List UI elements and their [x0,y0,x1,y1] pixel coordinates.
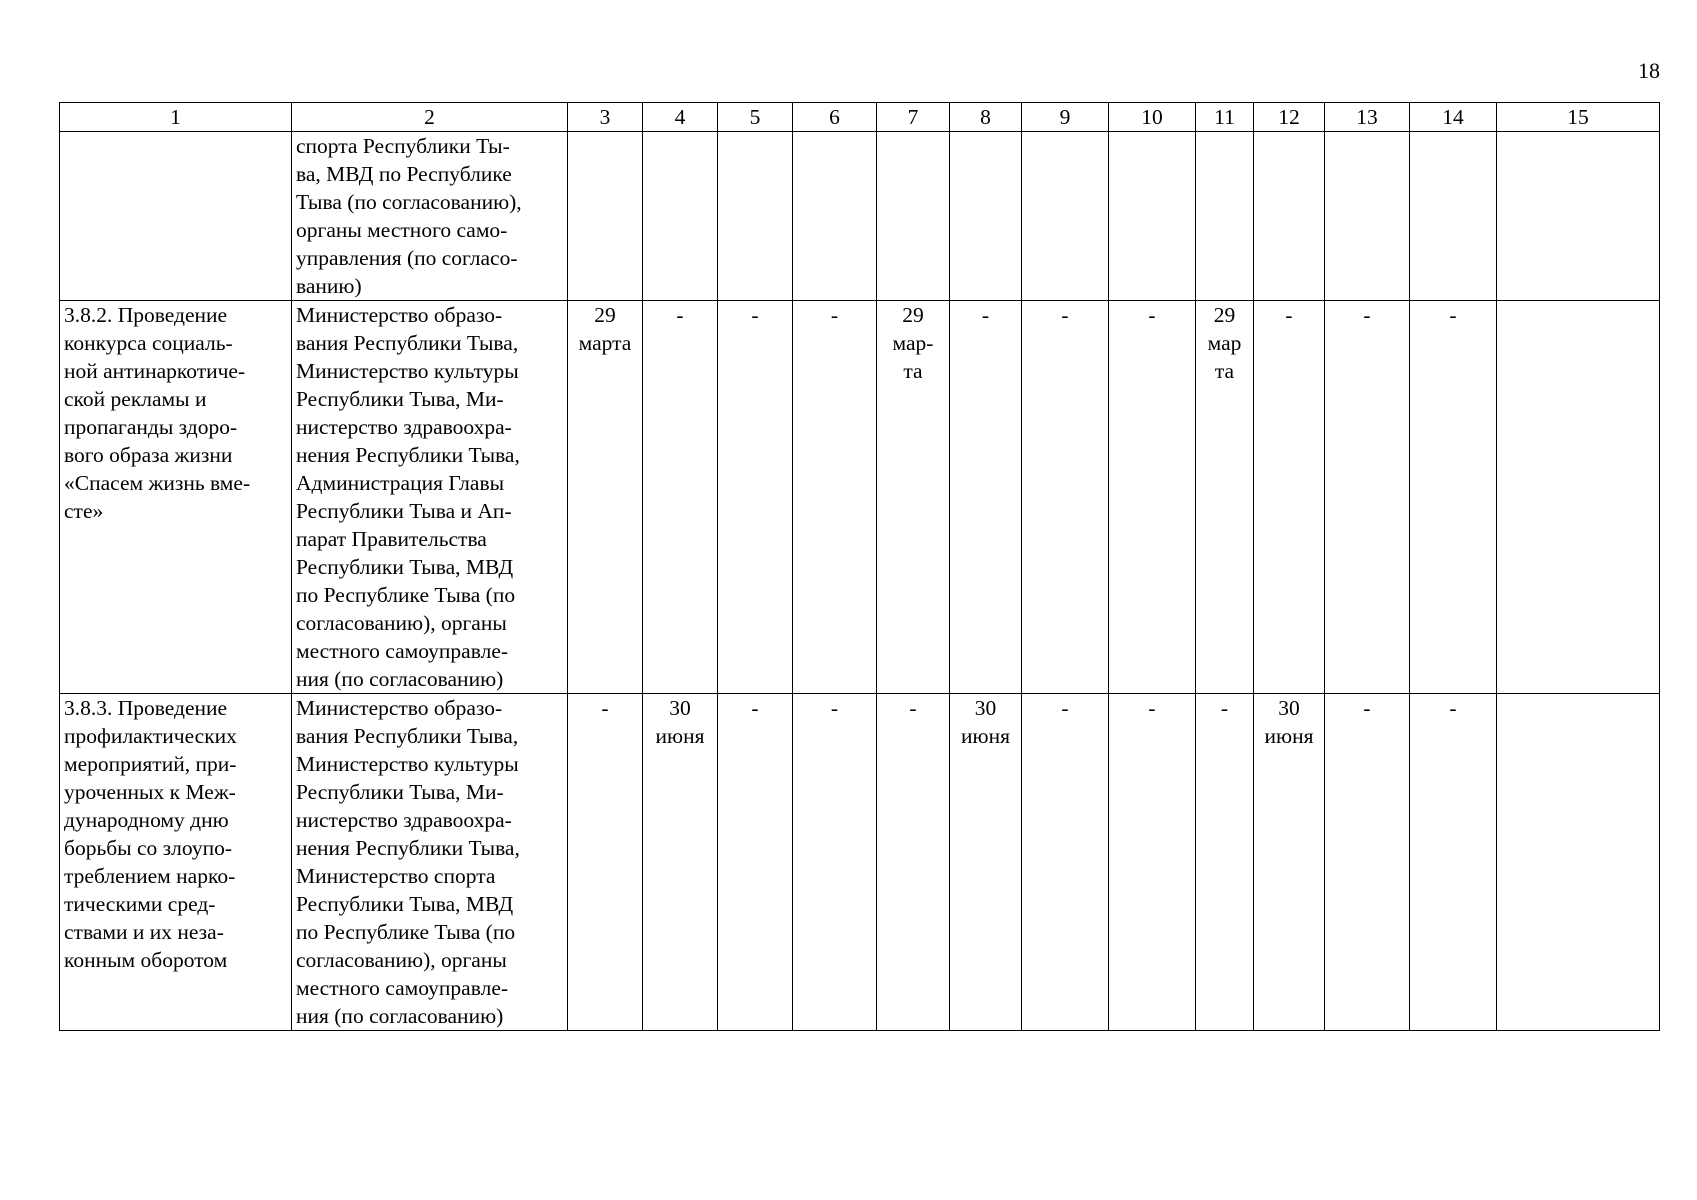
date-cell-line: - [1061,696,1069,720]
date-cell [1109,694,1196,1031]
executors-cell-line: нистерство здравоохра- [296,808,512,832]
date-cell [1254,132,1325,301]
date-cell [643,694,718,1031]
date-cell-line: июня [1264,724,1314,748]
executors-cell-line: ния (по согласованию) [296,667,504,691]
executors-cell-line: ванию) [296,274,362,298]
date-cell [1196,694,1254,1031]
date-cell-line: мар [1207,331,1242,355]
date-cell [877,301,950,694]
header-cell: 1 [60,103,292,132]
header-cell: 10 [1109,103,1196,132]
date-cell [1325,301,1410,694]
activity-cell-line: конным оборотом [64,948,228,972]
header-cell: 15 [1497,103,1660,132]
activity-cell [60,301,292,694]
date-cell [793,132,877,301]
date-cell-line: - [1363,303,1371,327]
date-cell-line: - [1363,696,1371,720]
executors-cell-line: по Республике Тыва (по [296,583,516,607]
date-cell [1497,301,1660,694]
date-cell-line: - [830,696,839,720]
executors-cell-line: Министерство культуры [296,752,519,776]
activity-cell [60,132,292,301]
executors-cell-line: ва, МВД по Республике [296,162,512,186]
executors-cell-line: Тыва (по согласованию), [296,190,522,214]
executors-cell-line: Министерство спорта [296,864,496,888]
executors-cell-line: по Республике Тыва (по [296,920,516,944]
activity-cell-line: конкурса социаль- [64,331,233,355]
date-cell-line: 29 [1213,303,1236,327]
date-cell-line: та [1214,359,1235,383]
activity-cell-line: треблением нарко- [64,864,236,888]
activity-cell-line: вого образа жизни [64,443,233,467]
executors-cell-line: вания Республики Тыва, [296,331,519,355]
date-cell [1196,301,1254,694]
date-cell [718,132,793,301]
executors-cell-line: местного самоуправле- [296,639,509,663]
date-cell-line: - [751,303,759,327]
table-body [60,132,1660,1031]
executors-cell-line: парат Правительства [296,527,487,551]
date-cell-line: - [1449,303,1457,327]
header-row [60,103,1660,132]
header-cell: 8 [950,103,1022,132]
header-cell: 13 [1325,103,1410,132]
header-cell: 14 [1410,103,1497,132]
date-cell-line: марта [578,331,632,355]
date-cell-line: - [1061,303,1069,327]
executors-cell-line: органы местного само- [296,218,508,242]
date-cell-line: июня [961,724,1010,748]
date-cell-line: 30 [974,696,997,720]
activity-cell-line: пропаганды здоро- [64,415,238,439]
executors-cell-line: нистерство здравоохра- [296,415,512,439]
date-cell-line: 29 [902,303,924,327]
executors-cell-line: ния (по согласованию) [296,1004,504,1028]
date-cell [1196,132,1254,301]
date-cell [1497,694,1660,1031]
date-cell [1022,132,1109,301]
activity-cell-line: мероприятий, при- [64,752,237,776]
header-cell: 4 [643,103,718,132]
date-cell-line: - [909,696,917,720]
date-cell [1022,301,1109,694]
date-cell [1022,694,1109,1031]
header-cell: 9 [1022,103,1109,132]
header-cell: 2 [292,103,568,132]
date-cell [1254,301,1325,694]
date-cell-line: - [1148,303,1156,327]
executors-cell-line: Министерство образо- [296,696,503,720]
executors-cell-line: управления (по согласо- [296,246,518,270]
executors-cell-line: вания Республики Тыва, [296,724,519,748]
date-cell-line: - [830,303,839,327]
date-cell [568,301,643,694]
table-row [60,132,1660,301]
date-cell [1410,301,1497,694]
executors-cell-line: Республики Тыва, Ми- [296,387,504,411]
header-cell: 12 [1254,103,1325,132]
date-cell-line: та [903,359,923,383]
activity-cell-line: 3.8.3. Проведение [64,696,228,720]
date-cell [1410,694,1497,1031]
date-cell [793,301,877,694]
date-cell [1325,132,1410,301]
date-cell-line: июня [655,724,705,748]
activity-cell-line: тическими сред- [64,892,216,916]
date-cell [643,301,718,694]
header-cell: 11 [1196,103,1254,132]
date-cell-line: - [1285,303,1293,327]
executors-cell-line: согласованию), органы [296,948,507,972]
date-cell [950,301,1022,694]
date-cell [568,132,643,301]
date-cell-line: - [1449,696,1457,720]
date-cell [950,132,1022,301]
executors-cell-line: нения Республики Тыва, [296,836,520,860]
date-cell [1109,301,1196,694]
date-cell [1497,132,1660,301]
executors-cell-line: Республики Тыва и Ап- [296,499,512,523]
activity-cell-line: «Спасем жизнь вме- [64,471,251,495]
date-cell [950,694,1022,1031]
activity-cell-line: ской рекламы и [64,387,207,411]
date-cell [1109,132,1196,301]
activity-cell-line: борьбы со злоупо- [64,836,232,860]
date-cell [1325,694,1410,1031]
executors-cell-line: Республики Тыва, МВД [296,555,514,579]
table-row [60,301,1660,694]
executors-cell [292,132,568,301]
date-cell-line: 30 [669,696,691,720]
date-cell-line: - [1220,696,1229,720]
activity-cell-line: сте» [64,499,104,523]
executors-cell [292,694,568,1031]
activity-cell-line: профилактических [64,724,237,748]
date-cell [718,694,793,1031]
executors-cell-line: спорта Республики Ты- [296,134,510,158]
date-cell [643,132,718,301]
date-cell-line: - [601,696,609,720]
activity-cell-line: ной антинаркотиче- [64,359,246,383]
activity-cell-line: 3.8.2. Проведение [64,303,228,327]
plan-table [59,102,1660,1031]
date-cell-line: мар- [892,331,934,355]
date-cell [568,694,643,1031]
date-cell-line: - [1148,696,1156,720]
activity-cell [60,694,292,1031]
activity-cell-line: ствами и их неза- [64,920,224,944]
date-cell [793,694,877,1031]
date-cell-line: - [676,303,684,327]
date-cell [1410,132,1497,301]
executors-cell-line: Республики Тыва, МВД [296,892,514,916]
date-cell-line: 30 [1278,696,1300,720]
header-cell: 5 [718,103,793,132]
executors-cell-line: местного самоуправле- [296,976,509,1000]
executors-cell-line: Администрация Главы [296,471,505,495]
date-cell-line: 29 [594,303,616,327]
activity-cell-line: дународному дню [64,808,229,832]
date-cell [877,694,950,1031]
table-row [60,694,1660,1031]
date-cell [718,301,793,694]
header-cell: 3 [568,103,643,132]
date-cell [1254,694,1325,1031]
executors-cell [292,301,568,694]
date-cell-line: - [981,303,990,327]
page-number: 18 [1638,58,1660,83]
executors-cell-line: Министерство культуры [296,359,519,383]
activity-cell-line: уроченных к Меж- [64,780,236,804]
header-cell: 7 [877,103,950,132]
executors-cell-line: нения Республики Тыва, [296,443,520,467]
executors-cell-line: Министерство образо- [296,303,503,327]
date-cell-line: - [751,696,759,720]
executors-cell-line: согласованию), органы [296,611,507,635]
executors-cell-line: Республики Тыва, Ми- [296,780,504,804]
date-cell [877,132,950,301]
header-cell: 6 [793,103,877,132]
